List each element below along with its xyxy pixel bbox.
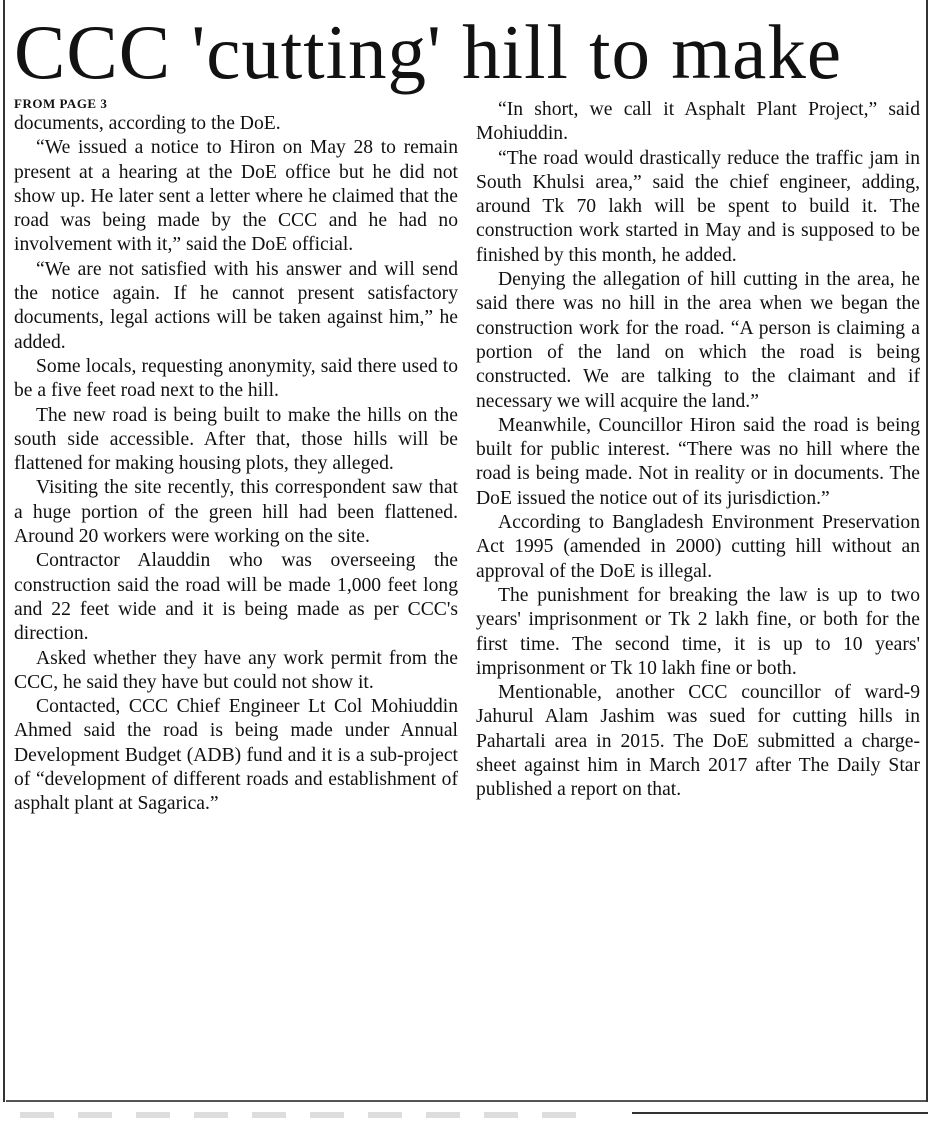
paragraph: Denying the allegation of hill cutting in the area, he said there was no hill in the area when we began the construction work for the road. “A person is claiming a portion of the land on which the road is being constructed. We are talking to the claimant and if necessary we will acquire the land.”: [476, 269, 920, 412]
paragraph: “In short, we call it Asphalt Plant Project,” said Mohiuddin.: [476, 99, 920, 145]
next-article-box-edge: [632, 1112, 928, 1123]
paragraph: Meanwhile, Councillor Hiron said the road is being built for public interest. “There was no hill where the road is being made. Not in reality or in documents. The DoE issued the notice out of its jurisdiction.”: [476, 414, 920, 509]
left-column: [14, 96, 458, 817]
right-column: [476, 98, 920, 803]
paragraph: The new road is being built to make the hills on the south side accessible. After that, those hills will be flattened for making housing plots, they alleged.: [14, 404, 458, 475]
right-border-rule: [926, 0, 928, 1102]
paragraph: Visiting the site recently, this correspondent saw that a huge portion of the green hill had been flattened. Around 20 workers were working on the site.: [14, 477, 458, 548]
paragraph: “We issued a notice to Hiron on May 28 to remain present at a hearing at the DoE office but he did not show up. He later sent a letter where he claimed that the road was being made by the CCC and he had no involvement with it,” said the DoE official.: [14, 137, 458, 256]
bottom-rule: [6, 1100, 926, 1102]
paragraph: Contractor Alauddin who was overseeing the construction said the road will be made 1,000 feet long and 22 feet wide and it is being made as per CCC's direction.: [14, 550, 458, 645]
paragraph: “The road would drastically reduce the traffic jam in South Khulsi area,” said the chief engineer, adding, around Tk 70 lakh will be spent to build it. The construction work started in May and is supposed to be finished by this month, he added.: [476, 147, 920, 266]
next-article-fragment: [20, 1112, 580, 1118]
paragraph: According to Bangladesh Environment Preservation Act 1995 (amended in 2000) cutting hill without an approval of the DoE is illegal.: [476, 512, 920, 582]
headline: CCC 'cutting' hill to make: [14, 9, 842, 95]
paragraph: Mentionable, another CCC councillor of ward-9 Jahurul Alam Jashim was sued for cutting hills in Pahartali area in 2015. The DoE submitted a charge-sheet against him in March 2017 after The Daily Star published a report on that.: [476, 682, 920, 801]
paragraph: Some locals, requesting anonymity, said there used to be a five feet road next to the hill.: [14, 355, 458, 402]
paragraph: documents, according to the DoE.: [14, 113, 281, 134]
paragraph: The punishment for breaking the law is up to two years' imprisonment or Tk 2 lakh fine, or both for the first time. The second time, it is up to 10 years' imprisonment or Tk 10 lakh fine or both.: [476, 584, 920, 679]
paragraph: Contacted, CCC Chief Engineer Lt Col Mohiuddin Ahmed said the road is being made under Annual Development Budget (ADB) fund and it is a sub-project of “development of different roads and establishment of asphalt plant at Sagarica.”: [14, 696, 458, 815]
left-border-rule: [3, 0, 5, 1102]
paragraph: Asked whether they have any work permit from the CCC, he said they have but could not show it.: [14, 647, 458, 693]
paragraph: “We are not satisfied with his answer and will send the notice again. If he cannot present satisfactory documents, legal actions will be taken against him,” he added.: [14, 258, 458, 353]
continuation-kicker: FROM PAGE 3: [14, 96, 108, 111]
